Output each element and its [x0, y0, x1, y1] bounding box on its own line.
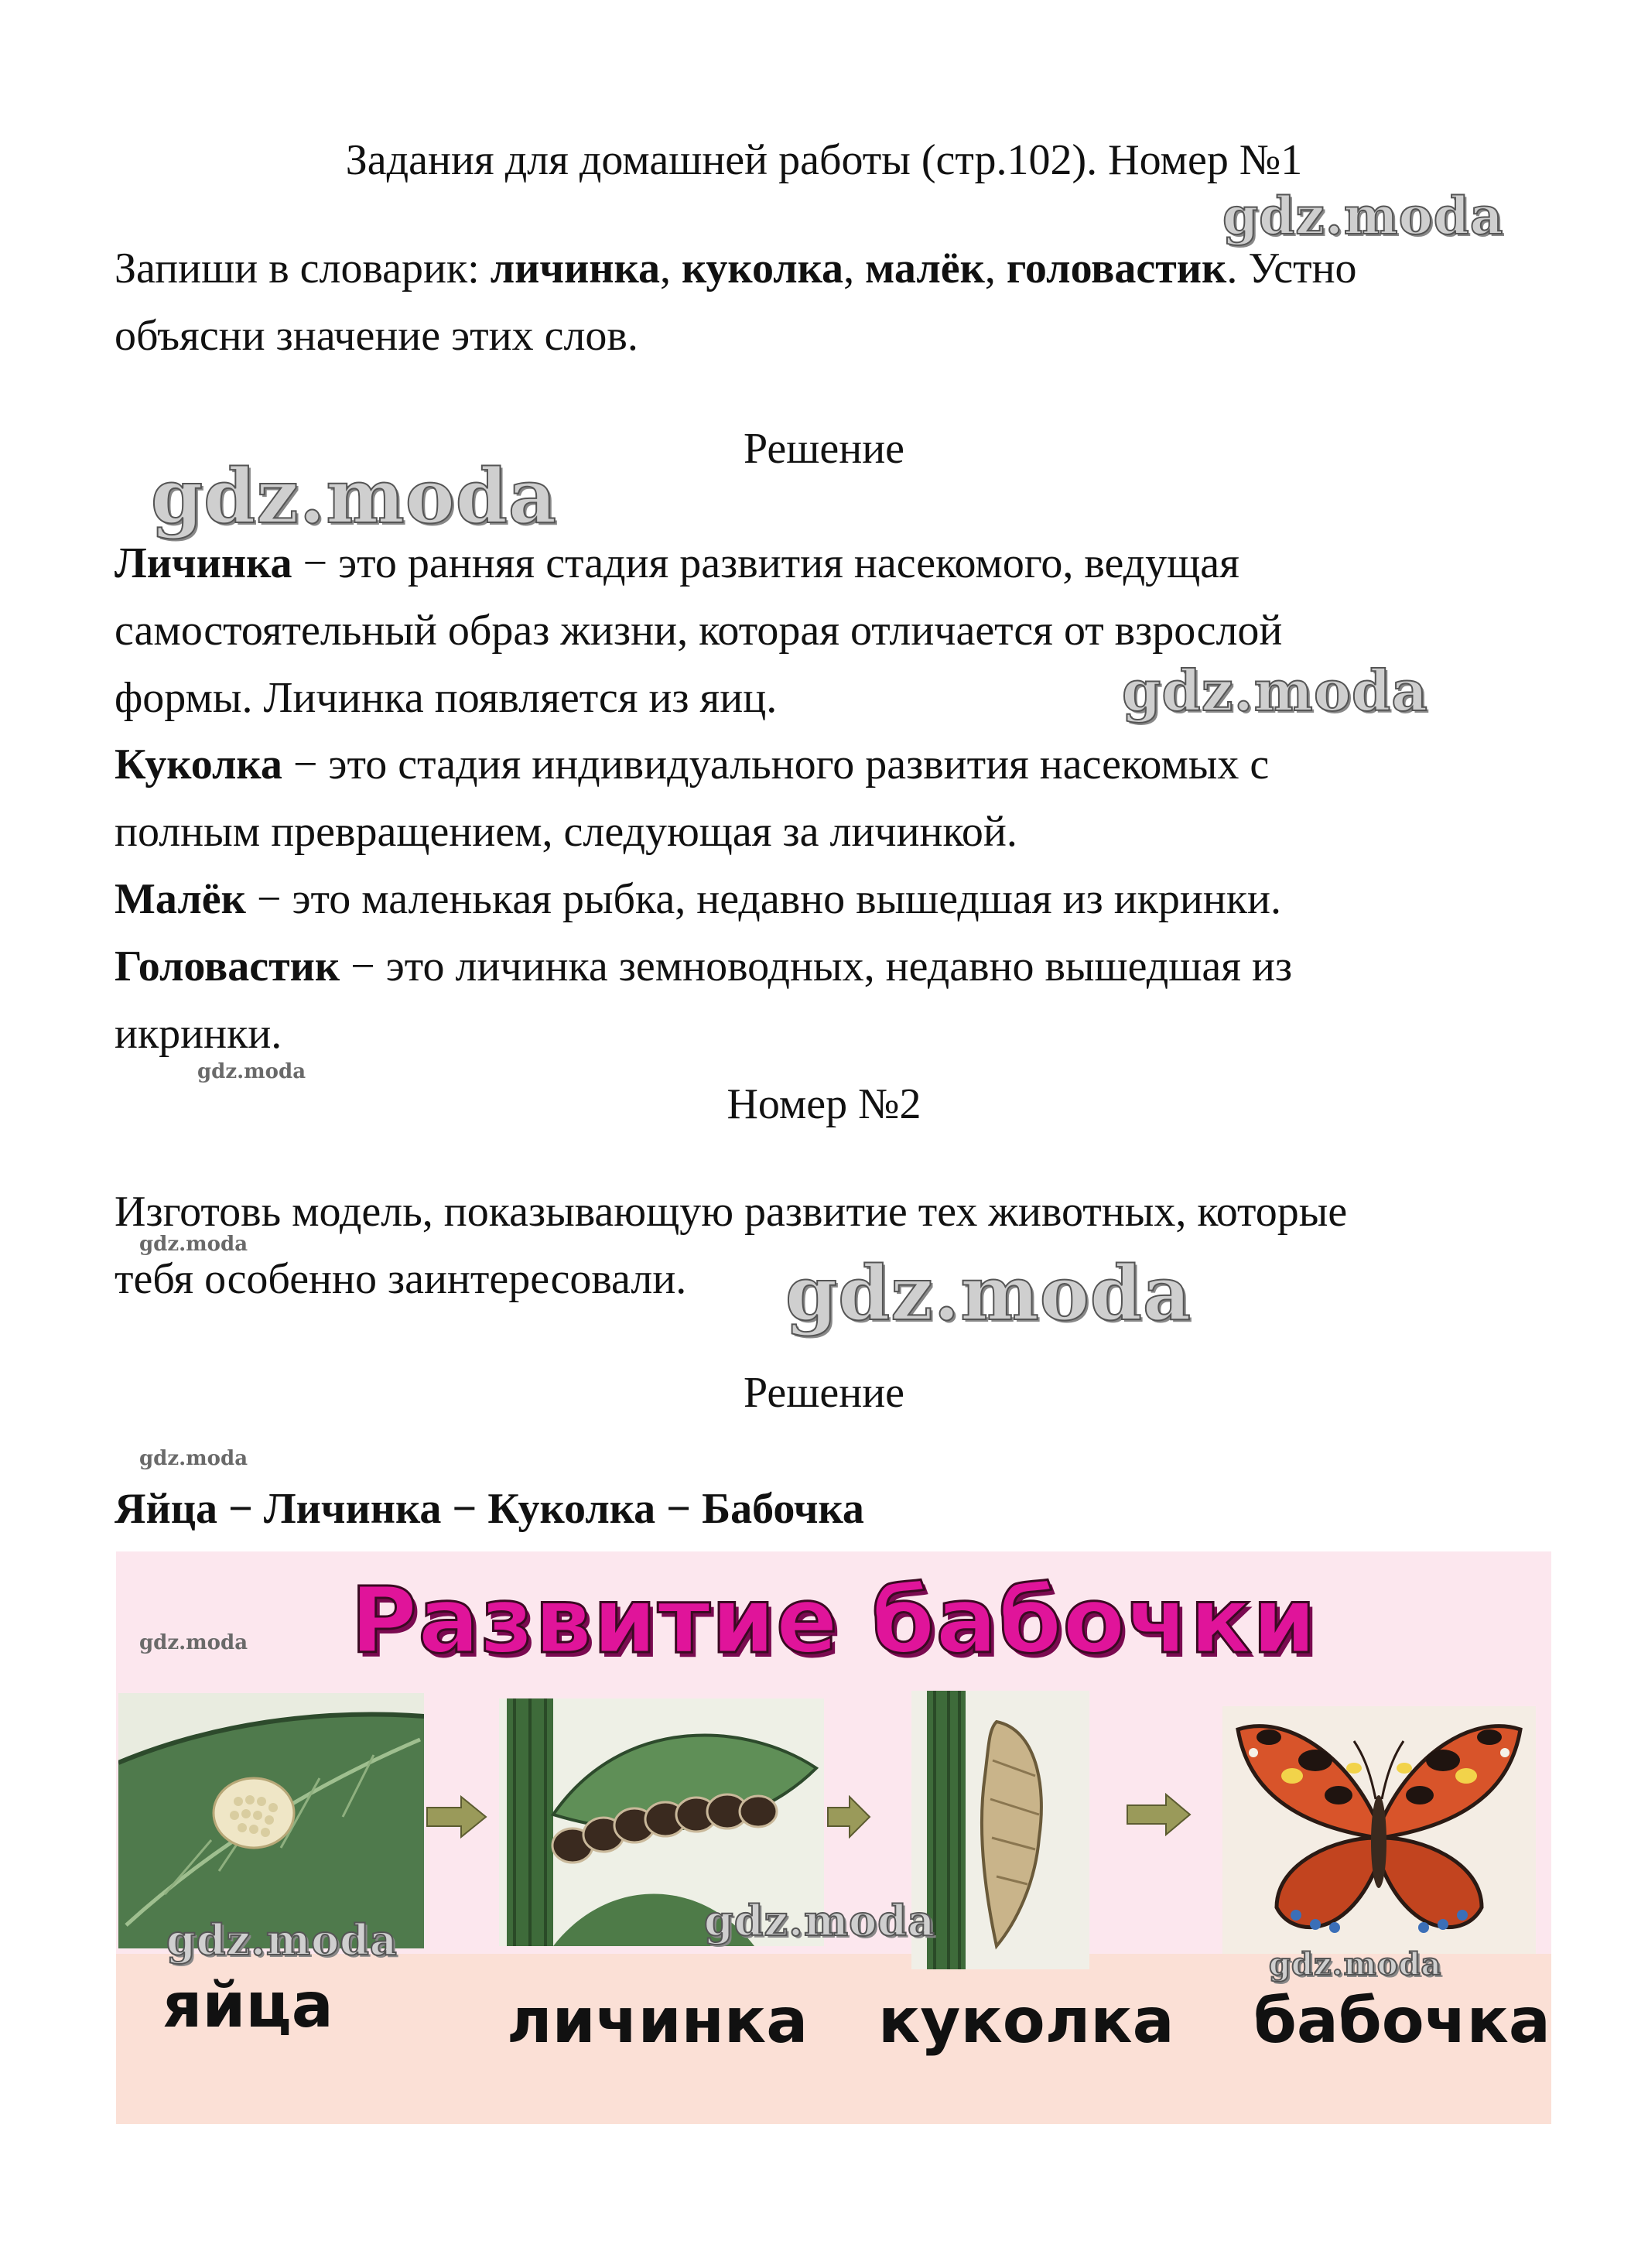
- task1-sep: ,: [843, 245, 866, 292]
- poster-title: Развитие бабочки: [350, 1567, 1318, 1674]
- watermark: gdz.moda: [1222, 186, 1504, 246]
- watermark: gdz.moda: [785, 1250, 1192, 1337]
- definition-fry: [115, 865, 1281, 933]
- definition-text: икринки.: [115, 1010, 282, 1058]
- pupa-image: [911, 1691, 1089, 1969]
- definition-text: − это личинка земноводных, недавно вышедшая из: [340, 942, 1293, 990]
- definition-term: Куколка: [115, 741, 282, 788]
- butterfly-development-poster: [116, 1551, 1551, 2124]
- watermark: gdz.moda: [139, 1233, 248, 1256]
- definition-term: Личинка: [115, 539, 292, 587]
- task2-line1: Изготовь модель, показывающую развитие тех животных, которые: [115, 1188, 1348, 1236]
- definition-text: полным превращением, следующая за личинкой.: [115, 808, 1017, 856]
- arrow-right-icon: [826, 1795, 871, 1839]
- task1-suffix: . Устно: [1226, 245, 1357, 292]
- task1-sep: ,: [984, 245, 1007, 292]
- stage-label-eggs: яйца: [162, 1969, 333, 2041]
- solution-heading-1: Решение: [743, 425, 905, 473]
- development-sequence: Яйца − Личинка − Куколка − Бабочка: [115, 1485, 864, 1533]
- task1-sep: ,: [659, 245, 682, 292]
- definition-pupa: [115, 730, 1269, 799]
- task1-line1: [115, 234, 1357, 303]
- definition-term: Малёк: [115, 875, 246, 923]
- watermark: gdz.moda: [197, 1060, 306, 1083]
- watermark: gdz.moda: [139, 1447, 248, 1470]
- stage-label-larva: личинка: [507, 1985, 809, 2057]
- task2-title: Номер №2: [727, 1080, 921, 1128]
- task1-word-1: личинка: [490, 245, 660, 292]
- task2-line2: тебя особенно заинтересовали.: [115, 1255, 687, 1303]
- task1-line2: объясни значение этих слов.: [115, 312, 638, 360]
- watermark: gdz.moda: [1122, 658, 1428, 724]
- definition-text: − это ранняя стадия развития насекомого, ведущая: [292, 539, 1239, 587]
- stage-label-pupa: куколка: [878, 1985, 1174, 2057]
- task1-prefix: Запиши в словарик:: [115, 245, 491, 292]
- definition-text: − это стадия индивидуального развития насекомых с: [282, 741, 1270, 788]
- definition-text: формы. Личинка появляется из яиц.: [115, 674, 778, 722]
- watermark: gdz.moda: [166, 1915, 398, 1965]
- page-title: Задания для домашней работы (стр.102). Номер №1: [345, 136, 1303, 184]
- arrow-right-icon: [1126, 1793, 1192, 1836]
- solution-heading-2: Решение: [743, 1369, 905, 1417]
- eggs-on-leaf-image: [118, 1693, 424, 1948]
- task1-word-3: малёк: [865, 245, 985, 292]
- stage-label-butterfly: бабочка: [1253, 1985, 1551, 2057]
- watermark: gdz.moda: [1269, 1946, 1442, 1982]
- task1-word-4: головастик: [1006, 245, 1227, 292]
- definition-term: Головастик: [115, 942, 340, 990]
- task1-word-2: куколка: [681, 245, 844, 292]
- definition-tadpole: [115, 932, 1292, 1001]
- definition-text: самостоятельный образ жизни, которая отличается от взрослой: [115, 607, 1283, 655]
- watermark: gdz.moda: [151, 453, 558, 540]
- watermark: gdz.moda: [704, 1896, 935, 1945]
- definition-text: − это маленькая рыбка, недавно вышедшая из икринки.: [245, 875, 1282, 923]
- butterfly-image: [1222, 1706, 1536, 1954]
- arrow-right-icon: [426, 1795, 487, 1839]
- watermark: gdz.moda: [139, 1631, 248, 1654]
